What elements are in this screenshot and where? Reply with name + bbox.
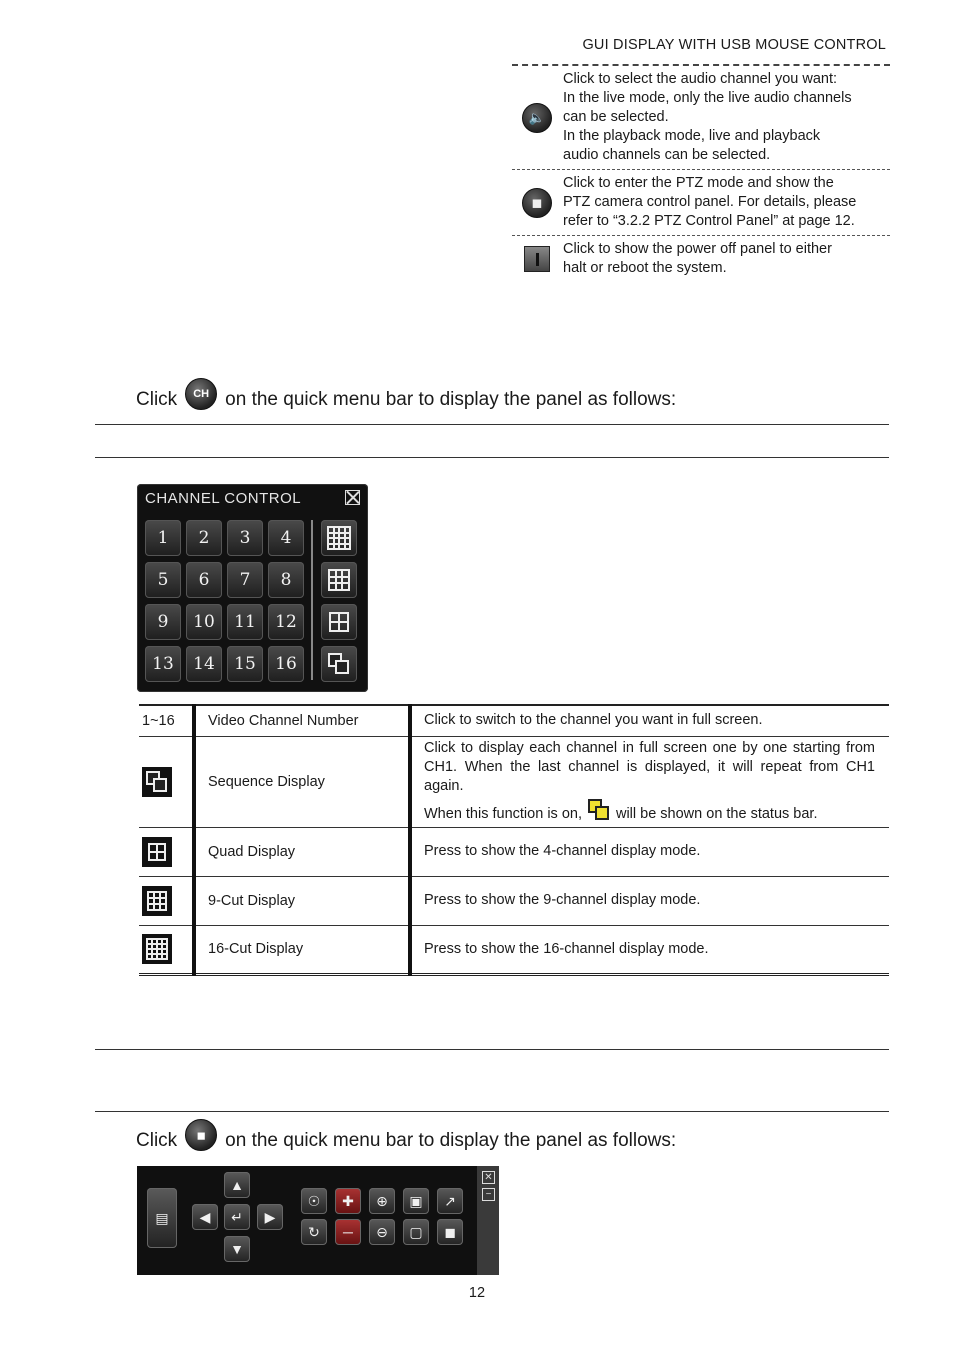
divider — [95, 1049, 889, 1050]
power-icon — [524, 246, 550, 272]
camera-settings-button[interactable] — [437, 1219, 463, 1245]
right-arrow-button[interactable] — [257, 1204, 283, 1230]
left-arrow-icon: ◀ — [199, 1208, 211, 1225]
up-arrow-button[interactable] — [224, 1172, 250, 1198]
channel-button-11[interactable]: 11 — [227, 604, 263, 640]
iris-icon: ↗ — [444, 1192, 456, 1209]
right-arrow-icon: ▶ — [264, 1208, 276, 1225]
panel-title: CHANNEL CONTROL — [145, 490, 302, 507]
table-row: Sequence Display Click to display each channel in full screen one by one starting from CH1. When the last channel is displayed, it will repeat from CH1 again. When this function is on, will be shown on the status bar. — [139, 736, 889, 827]
channel-button-6[interactable]: 6 — [186, 562, 222, 598]
down-arrow-icon: ▼ — [230, 1241, 244, 1257]
page-header: GUI DISPLAY WITH USB MOUSE CONTROL — [582, 37, 886, 53]
nine-cut-icon — [142, 886, 172, 916]
close-icon[interactable] — [345, 490, 360, 505]
preset-menu-button[interactable] — [147, 1188, 177, 1248]
plus-button[interactable] — [335, 1188, 361, 1214]
down-arrow-button[interactable] — [224, 1236, 250, 1262]
quad-icon — [142, 837, 172, 867]
divider — [95, 457, 889, 458]
speaker-icon: 🔈 — [522, 103, 552, 133]
divider — [95, 424, 889, 425]
channel-button-13[interactable]: 13 — [145, 646, 181, 682]
audio-description: Click to select the audio channel you want: In the live mode, only the live audio channels can be selected. In the playback mode, live and playback audio channels can be selected. — [563, 71, 852, 163]
zoom-out-button[interactable] — [369, 1219, 395, 1245]
panel-separator — [311, 520, 313, 680]
table-row: 16-Cut Display Press to show the 16-channel display mode. — [139, 925, 889, 974]
power-description: Click to show the power off panel to either halt or reboot the system. — [563, 241, 832, 276]
channel-button-5[interactable]: 5 — [145, 562, 181, 598]
sequence-button[interactable] — [321, 646, 357, 682]
ptz-camera-icon: ◼ — [522, 188, 552, 218]
focus-far-button[interactable] — [403, 1219, 429, 1245]
channel-button-3[interactable]: 3 — [227, 520, 263, 556]
close-icon[interactable]: ✕ — [482, 1171, 495, 1184]
enter-button[interactable] — [224, 1204, 250, 1230]
ch-icon: CH — [185, 378, 217, 410]
divider — [95, 1111, 889, 1112]
table-row: 9-Cut Display Press to show the 9-channel display mode. — [139, 876, 889, 925]
channel-button-4[interactable]: 4 — [268, 520, 304, 556]
channel-button-14[interactable]: 14 — [186, 646, 222, 682]
sequence-icon — [328, 653, 350, 675]
auto-iris-button[interactable] — [301, 1219, 327, 1245]
audio-row — [512, 64, 890, 169]
ptz-control-panel — [137, 1166, 499, 1275]
minus-button[interactable] — [335, 1219, 361, 1245]
minimize-icon[interactable]: − — [482, 1188, 495, 1201]
focus-near-icon: ▣ — [409, 1192, 423, 1209]
ptz-instruction: Click ◼ on the quick menu bar to display the panel as follows: — [136, 1125, 676, 1157]
table-row: 1~16 Video Channel Number Click to switch to the channel you want in full screen. — [139, 705, 889, 736]
channel-button-8[interactable]: 8 — [268, 562, 304, 598]
icon-description-table — [512, 64, 890, 282]
ptz-description: Click to enter the PTZ mode and show the PTZ camera control panel. For details, please refer to “3.2.2 PTZ Control Panel” at page 12. — [563, 175, 857, 229]
channel-button-1[interactable]: 1 — [145, 520, 181, 556]
channel-instruction: Click CH on the quick menu bar to display the panel as follows: — [136, 384, 676, 416]
power-row — [512, 235, 890, 282]
iris-button[interactable] — [437, 1188, 463, 1214]
channel-button-15[interactable]: 15 — [227, 646, 263, 682]
channel-control-panel — [137, 484, 368, 692]
zoom-out-icon: ⊖ — [376, 1223, 388, 1240]
page-number: 12 — [468, 1285, 486, 1301]
left-arrow-button[interactable] — [192, 1204, 218, 1230]
sequence-icon — [142, 767, 172, 797]
minus-icon: ─ — [343, 1224, 353, 1240]
focus-near-button[interactable] — [403, 1188, 429, 1214]
nine-cut-icon — [328, 569, 350, 591]
channel-button-9[interactable]: 9 — [145, 604, 181, 640]
auto-focus-button[interactable] — [301, 1188, 327, 1214]
plus-icon: ✚ — [342, 1192, 354, 1209]
quad-button[interactable] — [321, 604, 357, 640]
table-row: Quad Display Press to show the 4-channel display mode. — [139, 827, 889, 876]
nine-cut-button[interactable] — [321, 562, 357, 598]
channel-button-12[interactable]: 12 — [268, 604, 304, 640]
zoom-in-icon: ⊕ — [376, 1192, 388, 1209]
camera-icon: ◼ — [444, 1223, 456, 1240]
zoom-in-button[interactable] — [369, 1188, 395, 1214]
sixteen-cut-icon — [327, 526, 351, 550]
channel-button-10[interactable]: 10 — [186, 604, 222, 640]
channel-button-16[interactable]: 16 — [268, 646, 304, 682]
enter-icon: ↵ — [231, 1208, 243, 1225]
auto-iris-icon: ↻ — [308, 1223, 320, 1240]
focus-far-icon: ▢ — [409, 1223, 423, 1240]
sixteen-cut-icon — [142, 934, 172, 964]
channel-function-table — [139, 704, 889, 976]
up-arrow-icon: ▲ — [230, 1177, 244, 1193]
status-sequence-icon — [588, 799, 610, 821]
sixteen-cut-button[interactable] — [321, 520, 357, 556]
document-icon: ▤ — [155, 1209, 169, 1226]
channel-button-2[interactable]: 2 — [186, 520, 222, 556]
quad-icon — [329, 612, 349, 632]
ptz-camera-icon: ◼ — [185, 1119, 217, 1151]
auto-focus-icon: ☉ — [307, 1192, 321, 1209]
channel-button-7[interactable]: 7 — [227, 562, 263, 598]
ptz-row — [512, 169, 890, 235]
